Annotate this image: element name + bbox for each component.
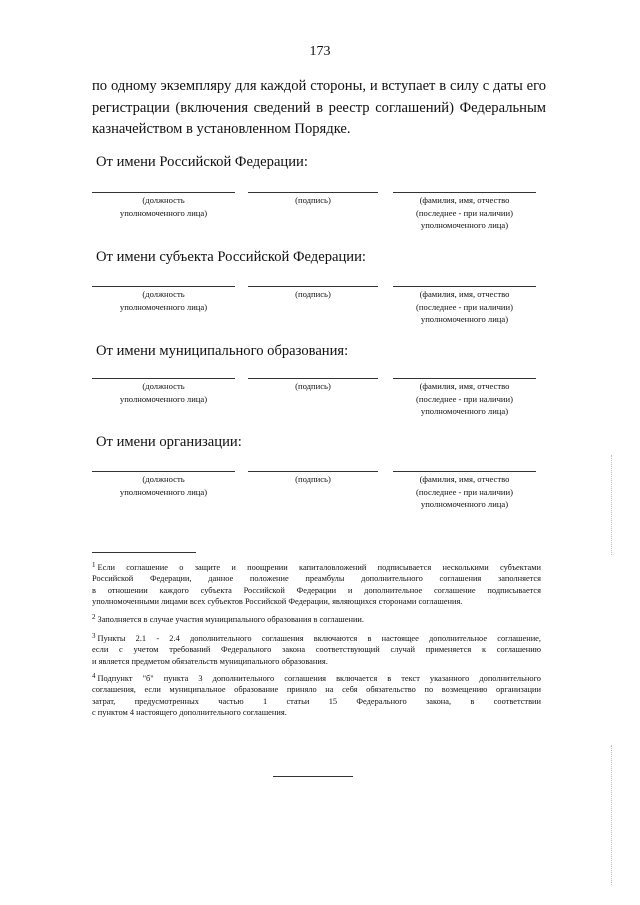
- position-caption: (должность уполномоченного лица): [119, 289, 208, 312]
- signature-caption: (подпись): [295, 474, 331, 484]
- name-line: [393, 471, 536, 472]
- position-caption: (должность уполномоченного лица): [119, 195, 208, 218]
- name-caption: (фамилия, имя, отчество (последнее - при наличии) уполномоченного лица): [416, 289, 513, 324]
- footnote-line: Заполняется в случае участия муниципального образования в соглашении.: [97, 615, 365, 624]
- signature-caption: (подпись): [295, 195, 331, 205]
- footnote-line: Пункты 2.1 - 2.4 дополнительного соглашения включаются в настоящее дополнительное соглашение,: [97, 634, 541, 643]
- scan-artifact: [611, 745, 613, 885]
- signature-line: [248, 378, 378, 379]
- footnote-mark: 1: [92, 561, 96, 569]
- footnote-separator: [92, 552, 196, 553]
- signature-line: [248, 192, 378, 193]
- footnote: [92, 560, 541, 607]
- position-line: [92, 471, 235, 472]
- footnote-line: уполномоченными лицами всех субъектов Российской Федерации, являющихся сторонами соглашения.: [92, 596, 463, 606]
- name-caption: (фамилия, имя, отчество (последнее - при наличии) уполномоченного лица): [416, 381, 513, 416]
- signature-heading: От имени организации:: [96, 434, 242, 450]
- signature-line: [248, 471, 378, 472]
- footnote-line: с пунктом 4 настоящего дополнительного соглашения.: [92, 707, 287, 717]
- position-line: [92, 192, 235, 193]
- end-separator: [273, 776, 353, 777]
- signature-line: [248, 286, 378, 287]
- signature-heading: От имени Российской Федерации:: [96, 154, 308, 170]
- name-caption: (фамилия, имя, отчество (последнее - при наличии) уполномоченного лица): [416, 195, 513, 230]
- page-number: 173: [309, 44, 331, 59]
- paragraph-line: регистрации (включения сведений в реестр соглашений) Федеральным: [92, 99, 546, 116]
- body-paragraph: [92, 76, 546, 141]
- name-line: [393, 192, 536, 193]
- name-line: [393, 378, 536, 379]
- footnote-line: соглашения, если муниципальное образование приняло на себя обязательство по возмещению организации: [92, 685, 541, 695]
- footnote-line: если с учетом требований Федерального закона соответствующий случай применяется к соглашению: [92, 645, 541, 655]
- position-line: [92, 286, 235, 287]
- footnote-mark: 3: [92, 632, 96, 640]
- paragraph-line: казначейством в установленном Порядке.: [92, 121, 351, 137]
- signature-caption: (подпись): [295, 289, 331, 299]
- footnote-line: и является предметом обязательств муниципального образования.: [92, 656, 328, 666]
- footnote-mark: 2: [92, 613, 96, 621]
- scan-artifact: [611, 455, 613, 555]
- footnote: [92, 631, 541, 667]
- position-line: [92, 378, 235, 379]
- signature-heading: От имени субъекта Российской Федерации:: [96, 249, 366, 265]
- position-caption: (должность уполномоченного лица): [119, 381, 208, 404]
- footnote-line: Подпункт "б" пункта 3 дополнительного соглашения включается в текст указанного дополнительного: [97, 674, 541, 683]
- footnote-line: затрат, предусмотренных частью 1 статьи 15 Федерального закона, в соответствии: [92, 696, 541, 706]
- signature-heading: От имени муниципального образования:: [96, 343, 349, 359]
- footnote-line: в отношении каждого субъекта Российской Федерации и дополнительное соглашение подписывается: [92, 585, 541, 595]
- footnote-mark: 4: [92, 672, 96, 680]
- name-caption: (фамилия, имя, отчество (последнее - при наличии) уполномоченного лица): [416, 474, 513, 509]
- signature-caption: (подпись): [295, 381, 331, 391]
- name-line: [393, 286, 536, 287]
- position-caption: (должность уполномоченного лица): [119, 474, 208, 497]
- footnote-line: Российской Федерации, данное положение преамбулы дополнительного соглашения заполняется: [92, 574, 541, 584]
- footnote: [92, 671, 541, 718]
- footnote-line: Если соглашение о защите и поощрении капиталовложений подписывается несколькими субъектами: [97, 563, 541, 572]
- paragraph-line: по одному экземпляру для каждой стороны, и вступает в силу с даты его: [92, 78, 546, 94]
- footnote: [92, 612, 541, 625]
